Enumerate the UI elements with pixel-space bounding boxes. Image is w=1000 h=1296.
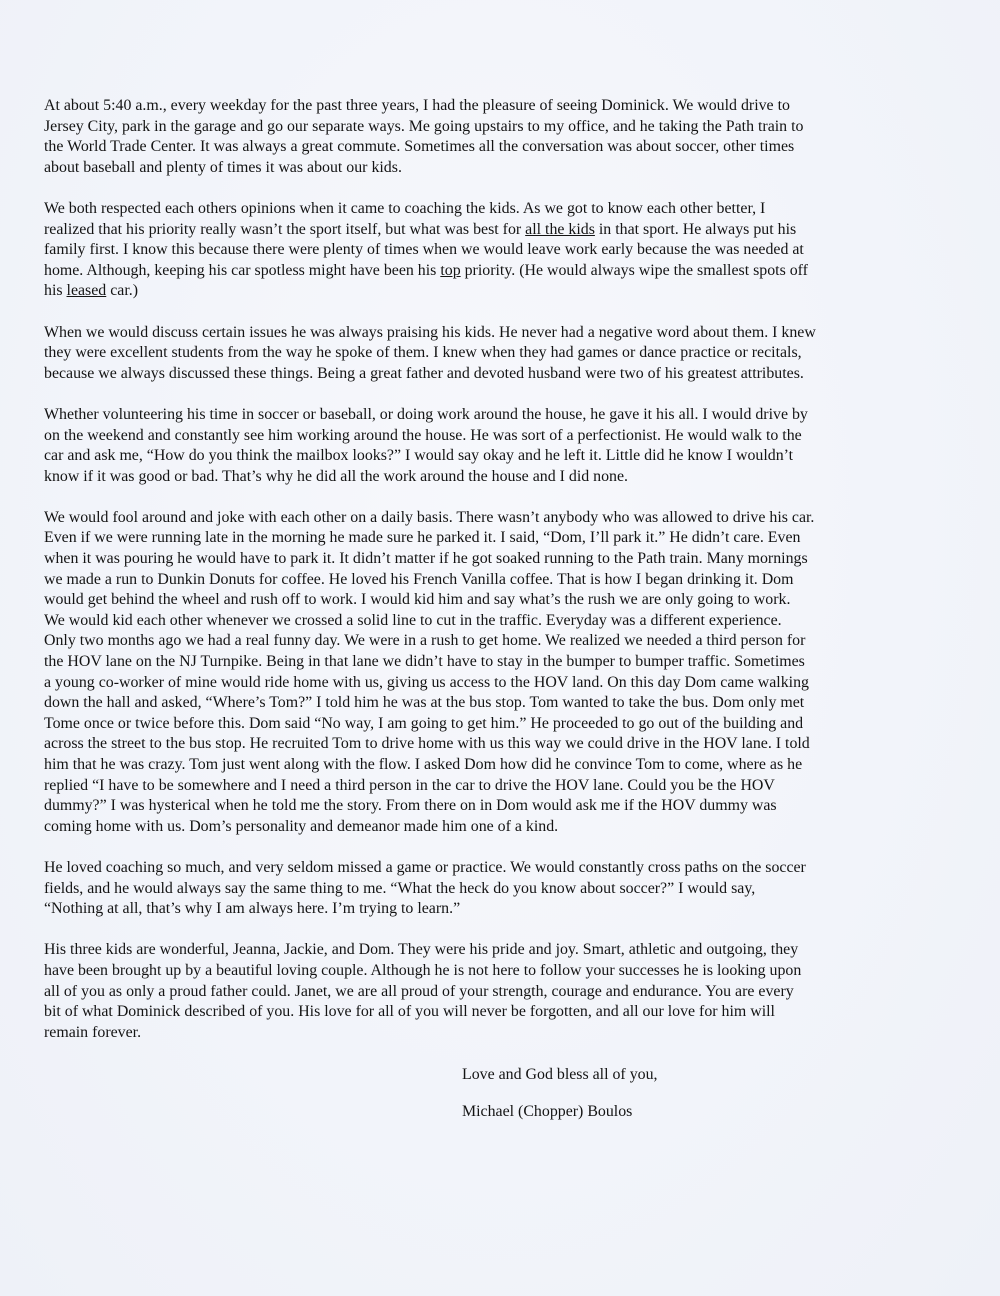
text-segment: car.) bbox=[106, 282, 139, 300]
letter-signature: Michael (Chopper) Boulos bbox=[462, 1102, 633, 1120]
text-line: they were excellent students from the way he spoke of them. I knew when they had games or dance practice or recitals, bbox=[44, 344, 802, 362]
text-line: Even if we were running late in the morning he made sure he parked it. I said, “Dom, I’ll park it.” He didn’t care. Even bbox=[44, 529, 801, 547]
text-line: the World Trade Center. It was always a great commute. Sometimes all the conversation was about soccer, other times bbox=[44, 138, 795, 156]
text-line: replied “I have to be somewhere and I need a third person in the car to drive the HOV lane. Could you be the HOV bbox=[44, 776, 775, 794]
underlined-text: leased bbox=[66, 282, 107, 300]
text-line: We would kid each other whenever we crossed a solid line to cut in the traffic. Everyday was a different experience. bbox=[44, 611, 782, 629]
text-line: a young co-worker of mine would ride home with us, giving us access to the HOV land. On this day Dom came walking bbox=[44, 673, 809, 691]
text-line: Only two months ago we had a real funny day. We were in a rush to get home. We realized we needed a third person for bbox=[44, 632, 806, 650]
letter-paragraph bbox=[44, 508, 970, 838]
text-segment: in that sport. He always put his bbox=[594, 220, 797, 238]
text-line: when it was pouring he would have to park it. It didn’t matter if he got soaked running to the Path train. Many mornings bbox=[44, 550, 808, 568]
letter-body bbox=[44, 96, 970, 1043]
text-line: all of you as only a proud father could. Janet, we are all proud of your strength, courage and endurance. You are every bbox=[44, 982, 794, 1000]
letter-paragraph bbox=[44, 199, 970, 302]
text-line: coming home with us. Dom’s personality and demeanor made him one of a kind. bbox=[44, 817, 559, 835]
text-line: because we always discussed these things. Being a great father and devoted husband were two of his greatest attributes. bbox=[44, 364, 804, 382]
text-line: him that he was crazy. Tom just went along with the flow. I asked Dom how did he convince Tom to come, where as he bbox=[44, 756, 803, 773]
text-line: family first. I know this because there were plenty of times when we would leave work early because the was needed at bbox=[44, 241, 804, 259]
underlined-text: all the kids bbox=[525, 220, 595, 238]
letter-closing: Love and God bless all of you, bbox=[462, 1066, 658, 1084]
text-line: down the hall and asked, “Where’s Tom?” I told him he was at the bus stop. Tom wanted to take the bus. Dom only met bbox=[44, 694, 805, 712]
text-segment: priority. (He would always wipe the smallest spots off bbox=[460, 261, 808, 279]
text-line: We would fool around and joke with each other on a daily basis. There wasn’t anybody who was allowed to drive his car. bbox=[44, 508, 815, 526]
text-segment: his bbox=[44, 282, 67, 300]
letter-paragraph bbox=[44, 405, 970, 487]
text-line bbox=[44, 220, 970, 241]
letter-paragraph bbox=[44, 323, 970, 385]
text-line bbox=[44, 281, 970, 302]
text-line: Jersey City, park in the garage and go our separate ways. Me going upstairs to my office, and he taking the Path train to bbox=[44, 117, 804, 135]
text-line: on the weekend and constantly see him working around the house. He was sort of a perfectionist. He would walk to the bbox=[44, 426, 802, 444]
letter-paragraph bbox=[44, 858, 970, 920]
text-line: have been brought up by a beautiful loving couple. Although he is not here to follow your successes he is looking upon bbox=[44, 961, 802, 979]
text-line: We both respected each others opinions when it came to coaching the kids. As we got to know each other better, I bbox=[44, 199, 766, 217]
text-segment: realized that his priority really wasn’t the sport itself, but what was best for bbox=[44, 220, 526, 238]
text-line: At about 5:40 a.m., every weekday for the past three years, I had the pleasure of seeing Dominick. We would drive to bbox=[44, 97, 790, 114]
text-line: we made a run to Dunkin Donuts for coffee. He loved his French Vanilla coffee. That is how I began drinking it. Dom bbox=[44, 570, 794, 588]
text-line bbox=[44, 261, 970, 282]
text-line: about baseball and plenty of times it was about our kids. bbox=[44, 158, 402, 176]
text-line: fields, and he would always say the same thing to me. “What the heck do you know about soccer?” I would say, bbox=[44, 879, 756, 897]
text-line: His three kids are wonderful, Jeanna, Jackie, and Dom. They were his pride and joy. Smart, athletic and outgoing, they bbox=[44, 941, 799, 959]
text-line: “Nothing at all, that’s why I am always here. I’m trying to learn.” bbox=[44, 900, 461, 918]
text-line: the HOV lane on the NJ Turnpike. Being in that lane we didn’t have to stay in the bumper to bumper traffic. Sometimes bbox=[44, 653, 805, 671]
underlined-text: top bbox=[440, 261, 461, 279]
text-line: remain forever. bbox=[44, 1023, 142, 1041]
text-line: He loved coaching so much, and very seldom missed a game or practice. We would constantly cross paths on the soccer bbox=[44, 858, 806, 876]
text-line: Whether volunteering his time in soccer or baseball, or doing work around the house, he gave it his all. I would drive by bbox=[44, 405, 808, 423]
text-line: car and ask me, “How do you think the mailbox looks?” I would say okay and he left it. Little did he know I wouldn’t bbox=[44, 447, 794, 465]
text-line: across the street to the bus stop. He recruited Tom to drive home with us this way we could drive in the HOV lane. I told bbox=[44, 735, 810, 753]
text-line: dummy?” I was hysterical when he told me the story. From there on in Dom would ask me if the HOV dummy was bbox=[44, 797, 777, 815]
letter-paragraph bbox=[44, 940, 970, 1043]
text-line: know if it was good or bad. That’s why he did all the work around the house and I did none. bbox=[44, 467, 629, 485]
text-line: When we would discuss certain issues he was always praising his kids. He never had a negative word about them. I knew bbox=[44, 323, 816, 341]
letter-paragraph bbox=[44, 96, 970, 178]
text-line: Tome once or twice before this. Dom said “No way, I am going to get him.” He proceeded to go out of the building and bbox=[44, 714, 804, 732]
text-segment: home. Although, keeping his car spotless might have been his bbox=[44, 261, 441, 279]
text-line: would get behind the wheel and rush off to work. I would kid him and say what’s the rush we are only going to work. bbox=[44, 591, 791, 609]
text-line: bit of what Dominick described of you. His love for all of you will never be forgotten, and all our love for him will bbox=[44, 1003, 775, 1021]
